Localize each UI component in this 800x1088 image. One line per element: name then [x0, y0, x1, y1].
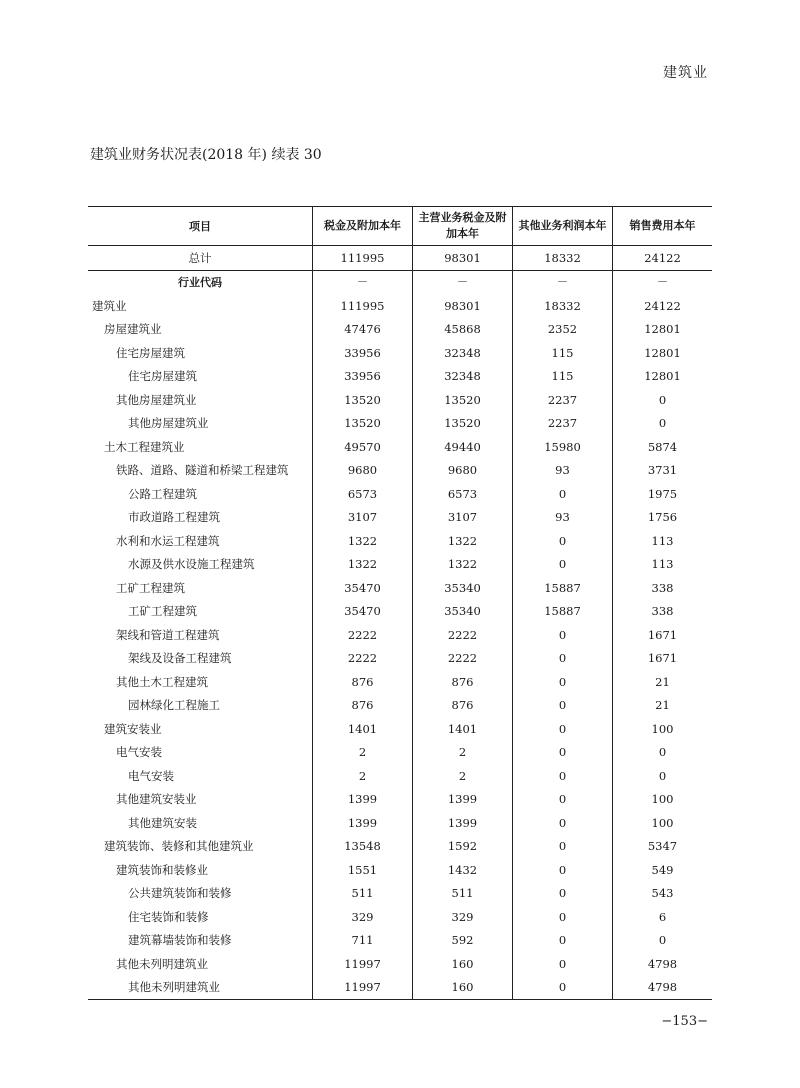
table-cell: － [412, 271, 512, 295]
row-label: 建筑装饰、装修和其他建筑业 [104, 839, 254, 854]
table-cell: 0 [512, 741, 612, 765]
table-cell: 0 [512, 482, 612, 506]
table-cell: 543 [612, 882, 712, 906]
table-row [88, 529, 712, 553]
table-row [88, 623, 712, 647]
row-label: 水源及供水设施工程建筑 [128, 557, 255, 572]
table-cell: 3107 [312, 506, 412, 530]
table-cell: 1401 [412, 717, 512, 741]
table-cell: 1432 [412, 858, 512, 882]
table-cell: 0 [612, 741, 712, 765]
table-cell: 98301 [412, 246, 512, 270]
table-cell: 93 [512, 459, 612, 483]
table-cell: 35470 [312, 600, 412, 624]
table-cell: 11997 [312, 952, 412, 976]
table-cell: 13520 [312, 412, 412, 436]
row-label: 工矿工程建筑 [128, 604, 197, 619]
table-cell: 0 [512, 976, 612, 1000]
table-row [88, 905, 712, 929]
table-row [88, 600, 712, 624]
row-label: 其他未列明建筑业 [128, 980, 220, 995]
table-cell: 32348 [412, 341, 512, 365]
table-cell: 511 [312, 882, 412, 906]
row-label: 其他房屋建筑业 [128, 416, 209, 431]
table-cell: 592 [412, 929, 512, 953]
table-cell: 2222 [312, 623, 412, 647]
table-cell: 329 [312, 905, 412, 929]
row-label: 电气安装 [116, 745, 162, 760]
table-cell: 24122 [612, 246, 712, 270]
table-cell: 33956 [312, 365, 412, 389]
row-label: 市政道路工程建筑 [128, 510, 220, 525]
table-cell: 15980 [512, 435, 612, 459]
column-header-selling-expenses: 销售费用本年 [612, 207, 712, 245]
row-label: 住宅装饰和装修 [128, 909, 209, 924]
row-label: 建筑装饰和装修业 [116, 862, 208, 877]
table-cell: 47476 [312, 318, 412, 342]
table-cell: 49570 [312, 435, 412, 459]
row-label: 架线及设备工程建筑 [128, 651, 232, 666]
table-cell: 0 [512, 529, 612, 553]
table-cell: 1322 [312, 553, 412, 577]
table-cell: 0 [512, 553, 612, 577]
table-cell: 0 [512, 647, 612, 671]
column-header-item: 项目 [189, 220, 211, 233]
row-label: 架线和管道工程建筑 [116, 627, 220, 642]
table-row [88, 835, 712, 859]
table-cell: 711 [312, 929, 412, 953]
row-label: 工矿工程建筑 [116, 580, 185, 595]
table-cell: 13520 [312, 388, 412, 412]
table-cell: 49440 [412, 435, 512, 459]
table-row [88, 482, 712, 506]
table-cell: 13520 [412, 412, 512, 436]
table-cell: 15887 [512, 576, 612, 600]
table-cell: 3731 [612, 459, 712, 483]
table-cell: 1551 [312, 858, 412, 882]
table-cell: 0 [512, 905, 612, 929]
table-cell: 15887 [512, 600, 612, 624]
table-cell: 21 [612, 694, 712, 718]
row-label: 建筑业 [92, 298, 127, 313]
table-row [88, 294, 712, 318]
table-cell: 6573 [412, 482, 512, 506]
table-cell: 24122 [612, 294, 712, 318]
table-cell: 0 [612, 388, 712, 412]
table-cell: 338 [612, 600, 712, 624]
industry-code-label: 行业代码 [178, 276, 222, 290]
row-label: 其他建筑安装业 [116, 792, 197, 807]
table-cell: 160 [412, 976, 512, 1000]
table-cell: 1399 [412, 788, 512, 812]
table-cell: 18332 [512, 246, 612, 270]
table-cell: 2 [312, 741, 412, 765]
table-row [88, 882, 712, 906]
row-label: 公共建筑装饰和装修 [128, 886, 232, 901]
table-row [88, 318, 712, 342]
table-cell: 1322 [312, 529, 412, 553]
table-row [88, 741, 712, 765]
table-cell: 2352 [512, 318, 612, 342]
table-row [88, 388, 712, 412]
table-cell: 35340 [412, 576, 512, 600]
table-cell: 0 [512, 670, 612, 694]
table-cell: 0 [612, 764, 712, 788]
row-label: 建筑幕墙装饰和装修 [128, 933, 232, 948]
table-cell: 876 [412, 694, 512, 718]
running-head: 建筑业 [663, 65, 708, 81]
table-cell: 2222 [312, 647, 412, 671]
table-cell: 0 [612, 412, 712, 436]
table-row [88, 858, 712, 882]
table-cell: 13548 [312, 835, 412, 859]
row-label: 其他建筑安装 [128, 815, 197, 830]
table-cell: 4798 [612, 952, 712, 976]
table-cell: 0 [512, 929, 612, 953]
row-label: 其他房屋建筑业 [116, 392, 197, 407]
table-cell: 0 [512, 694, 612, 718]
table-cell: 98301 [412, 294, 512, 318]
table-cell: 5874 [612, 435, 712, 459]
table-cell: 33956 [312, 341, 412, 365]
row-label: 其他未列明建筑业 [116, 956, 208, 971]
total-label: 总计 [188, 250, 212, 265]
table-row [88, 435, 712, 459]
table-cell: － [612, 271, 712, 295]
table-body [88, 294, 712, 999]
table-cell: 100 [612, 788, 712, 812]
table-cell: 549 [612, 858, 712, 882]
financial-table [88, 206, 712, 1000]
table-row [88, 764, 712, 788]
table-cell: 113 [612, 529, 712, 553]
table-cell: 93 [512, 506, 612, 530]
table-cell: 35340 [412, 600, 512, 624]
table-cell: 2 [312, 764, 412, 788]
column-header-main-business-tax: 主营业务税金及附加本年 [412, 207, 512, 245]
table-cell: 5347 [612, 835, 712, 859]
table-cell: 2 [412, 764, 512, 788]
table-cell: 338 [612, 576, 712, 600]
table-cell: 6573 [312, 482, 412, 506]
table-cell: 18332 [512, 294, 612, 318]
table-cell: 6 [612, 905, 712, 929]
table-cell: 9680 [412, 459, 512, 483]
industry-code-row [88, 271, 712, 295]
column-header-tax-surcharges: 税金及附加本年 [312, 207, 412, 245]
table-cell: 876 [312, 694, 412, 718]
table-row [88, 976, 712, 1000]
table-cell: － [512, 271, 612, 295]
table-cell: 9680 [312, 459, 412, 483]
table-row [88, 788, 712, 812]
table-cell: 511 [412, 882, 512, 906]
table-row [88, 929, 712, 953]
table-cell: 113 [612, 553, 712, 577]
table-row [88, 576, 712, 600]
row-label: 其他土木工程建筑 [116, 674, 208, 689]
table-cell: 1401 [312, 717, 412, 741]
table-cell: 111995 [312, 294, 412, 318]
table-cell: 2237 [512, 412, 612, 436]
table-cell: 0 [512, 835, 612, 859]
table-cell: 0 [612, 929, 712, 953]
row-label: 水利和水运工程建筑 [116, 533, 220, 548]
table-cell: 0 [512, 811, 612, 835]
table-cell: 32348 [412, 365, 512, 389]
table-cell: 3107 [412, 506, 512, 530]
table-cell: 2237 [512, 388, 612, 412]
column-header-other-business-profit: 其他业务利润本年 [512, 207, 612, 245]
table-cell: 876 [412, 670, 512, 694]
table-row [88, 341, 712, 365]
table-cell: 0 [512, 788, 612, 812]
table-cell: 2222 [412, 647, 512, 671]
table-cell: 1322 [412, 553, 512, 577]
row-label: 公路工程建筑 [128, 486, 197, 501]
table-row [88, 694, 712, 718]
table-title: 建筑业财务状况表(2018 年) 续表 30 [90, 147, 322, 163]
table-cell: 1322 [412, 529, 512, 553]
table-cell: 329 [412, 905, 512, 929]
table-cell: 12801 [612, 365, 712, 389]
table-cell: 1592 [412, 835, 512, 859]
row-label: 铁路、道路、隧道和桥梁工程建筑 [116, 463, 289, 478]
table-cell: － [312, 271, 412, 295]
table-cell: 160 [412, 952, 512, 976]
table-cell: 111995 [312, 246, 412, 270]
table-cell: 2222 [412, 623, 512, 647]
table-header-row [88, 207, 712, 246]
table-row [88, 670, 712, 694]
table-cell: 12801 [612, 318, 712, 342]
table-cell: 4798 [612, 976, 712, 1000]
table-cell: 0 [512, 952, 612, 976]
table-row [88, 811, 712, 835]
table-cell: 0 [512, 858, 612, 882]
table-row [88, 365, 712, 389]
table-cell: 1399 [312, 811, 412, 835]
table-row [88, 412, 712, 436]
table-cell: 21 [612, 670, 712, 694]
table-cell: 1671 [612, 623, 712, 647]
table-row [88, 459, 712, 483]
table-row [88, 553, 712, 577]
table-cell: 100 [612, 811, 712, 835]
table-cell: 2 [412, 741, 512, 765]
table-cell: 1756 [612, 506, 712, 530]
table-cell: 115 [512, 365, 612, 389]
table-row [88, 952, 712, 976]
table-row [88, 717, 712, 741]
table-cell: 12801 [612, 341, 712, 365]
table-cell: 13520 [412, 388, 512, 412]
table-row [88, 647, 712, 671]
row-label: 建筑安装业 [104, 721, 162, 736]
table-cell: 1399 [412, 811, 512, 835]
table-row [88, 506, 712, 530]
table-cell: 115 [512, 341, 612, 365]
table-cell: 0 [512, 717, 612, 741]
table-cell: 1671 [612, 647, 712, 671]
table-cell: 0 [512, 764, 612, 788]
table-cell: 1975 [612, 482, 712, 506]
row-label: 土木工程建筑业 [104, 439, 185, 454]
table-cell: 0 [512, 623, 612, 647]
row-label: 园林绿化工程施工 [128, 698, 220, 713]
page-number: −153− [661, 1014, 708, 1029]
table-cell: 45868 [412, 318, 512, 342]
row-label: 电气安装 [128, 768, 174, 783]
table-cell: 1399 [312, 788, 412, 812]
table-cell: 0 [512, 882, 612, 906]
row-label: 房屋建筑业 [104, 322, 162, 337]
row-label: 住宅房屋建筑 [116, 345, 185, 360]
total-row [88, 246, 712, 271]
table-cell: 11997 [312, 976, 412, 1000]
table-cell: 100 [612, 717, 712, 741]
table-cell: 876 [312, 670, 412, 694]
row-label: 住宅房屋建筑 [128, 369, 197, 384]
table-cell: 35470 [312, 576, 412, 600]
